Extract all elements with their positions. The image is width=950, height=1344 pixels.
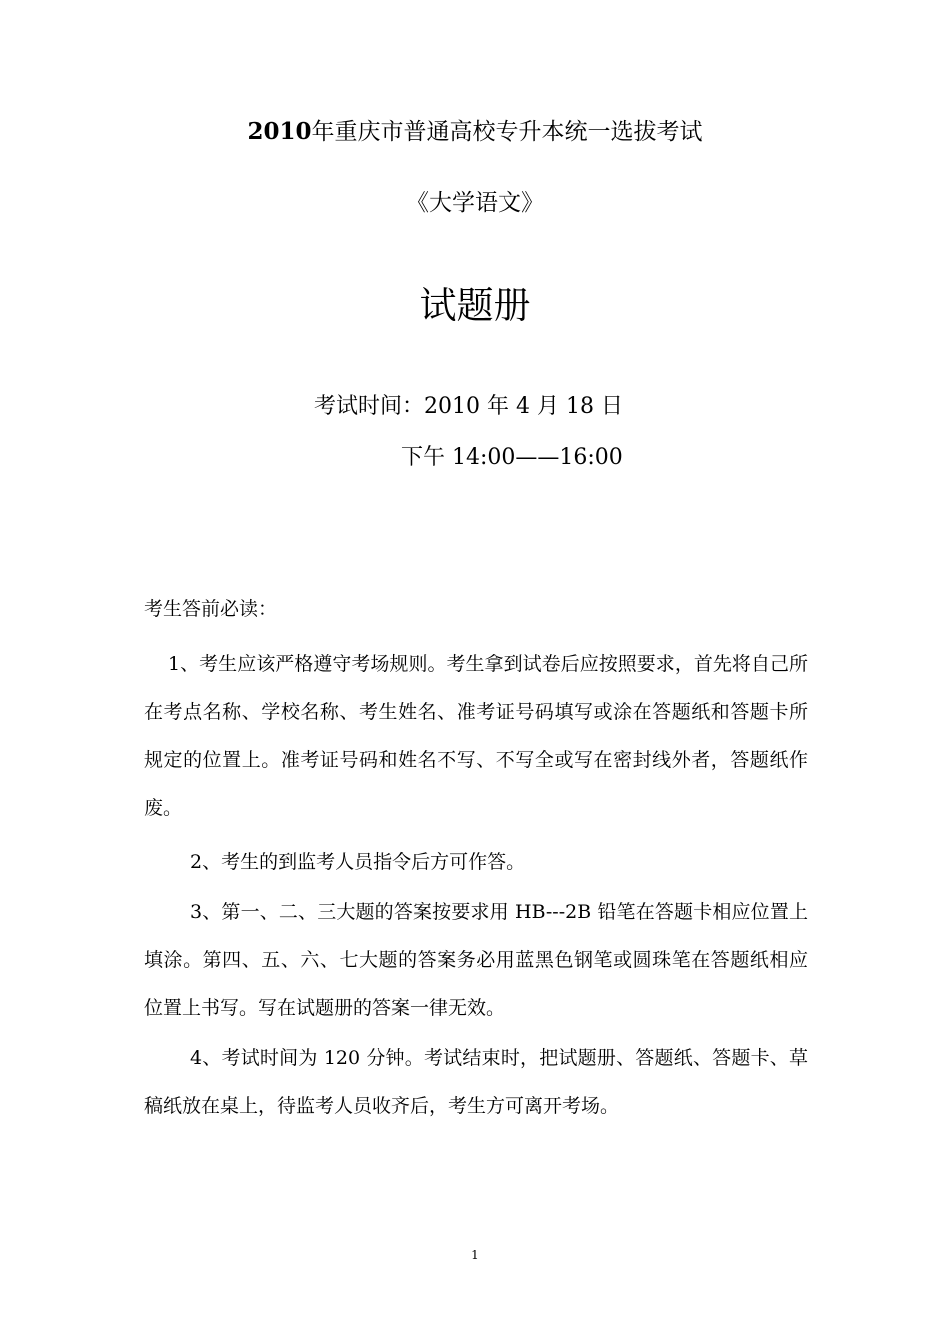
instruction-item-2: 2、考生的到监考人员指令后方可作答。 [190,851,526,873]
page-number: 1 [471,1248,479,1262]
exam-title [0,117,950,147]
instruction-item-1: 1、考生应该严格遵守考场规则。考生拿到试卷后应按照要求，首先将自己所在考点名称、学校名称、考生姓名、准考证号码填写或涂在答题纸和答题卡所规定的位置上。准考证号码和姓名不写、不写全或写在密封线外者，答题纸作废。 [144,653,808,819]
exam-date: 考试时间：2010 年 4 月 18 日 [314,394,623,419]
booklet-title: 试题册 [419,284,531,327]
exam-hours: 下午 14:00——16:00 [401,445,623,470]
exam-title-text: 年重庆市普通高校专升本统一选拔考试 [311,119,703,145]
instruction-item-4: 4、考试时间为 120 分钟。考试结束时，把试题册、答题纸、答题卡、草稿纸放在桌上，待监考人员收齐后，考生方可离开考场。 [144,1047,808,1117]
instructions-heading: 考生答前必读： [144,598,278,620]
exam-title-year: 2010 [247,118,312,145]
subject-name: 《大学语文》 [406,190,544,216]
instruction-item-3: 3、第一、二、三大题的答案按要求用 HB---2B 铅笔在答题卡相应位置上填涂。第四、五、六、七大题的答案务必用蓝黑色钢笔或圆珠笔在答题纸相应位置上书写。写在试题册的答案一律无效。 [144,901,808,1019]
